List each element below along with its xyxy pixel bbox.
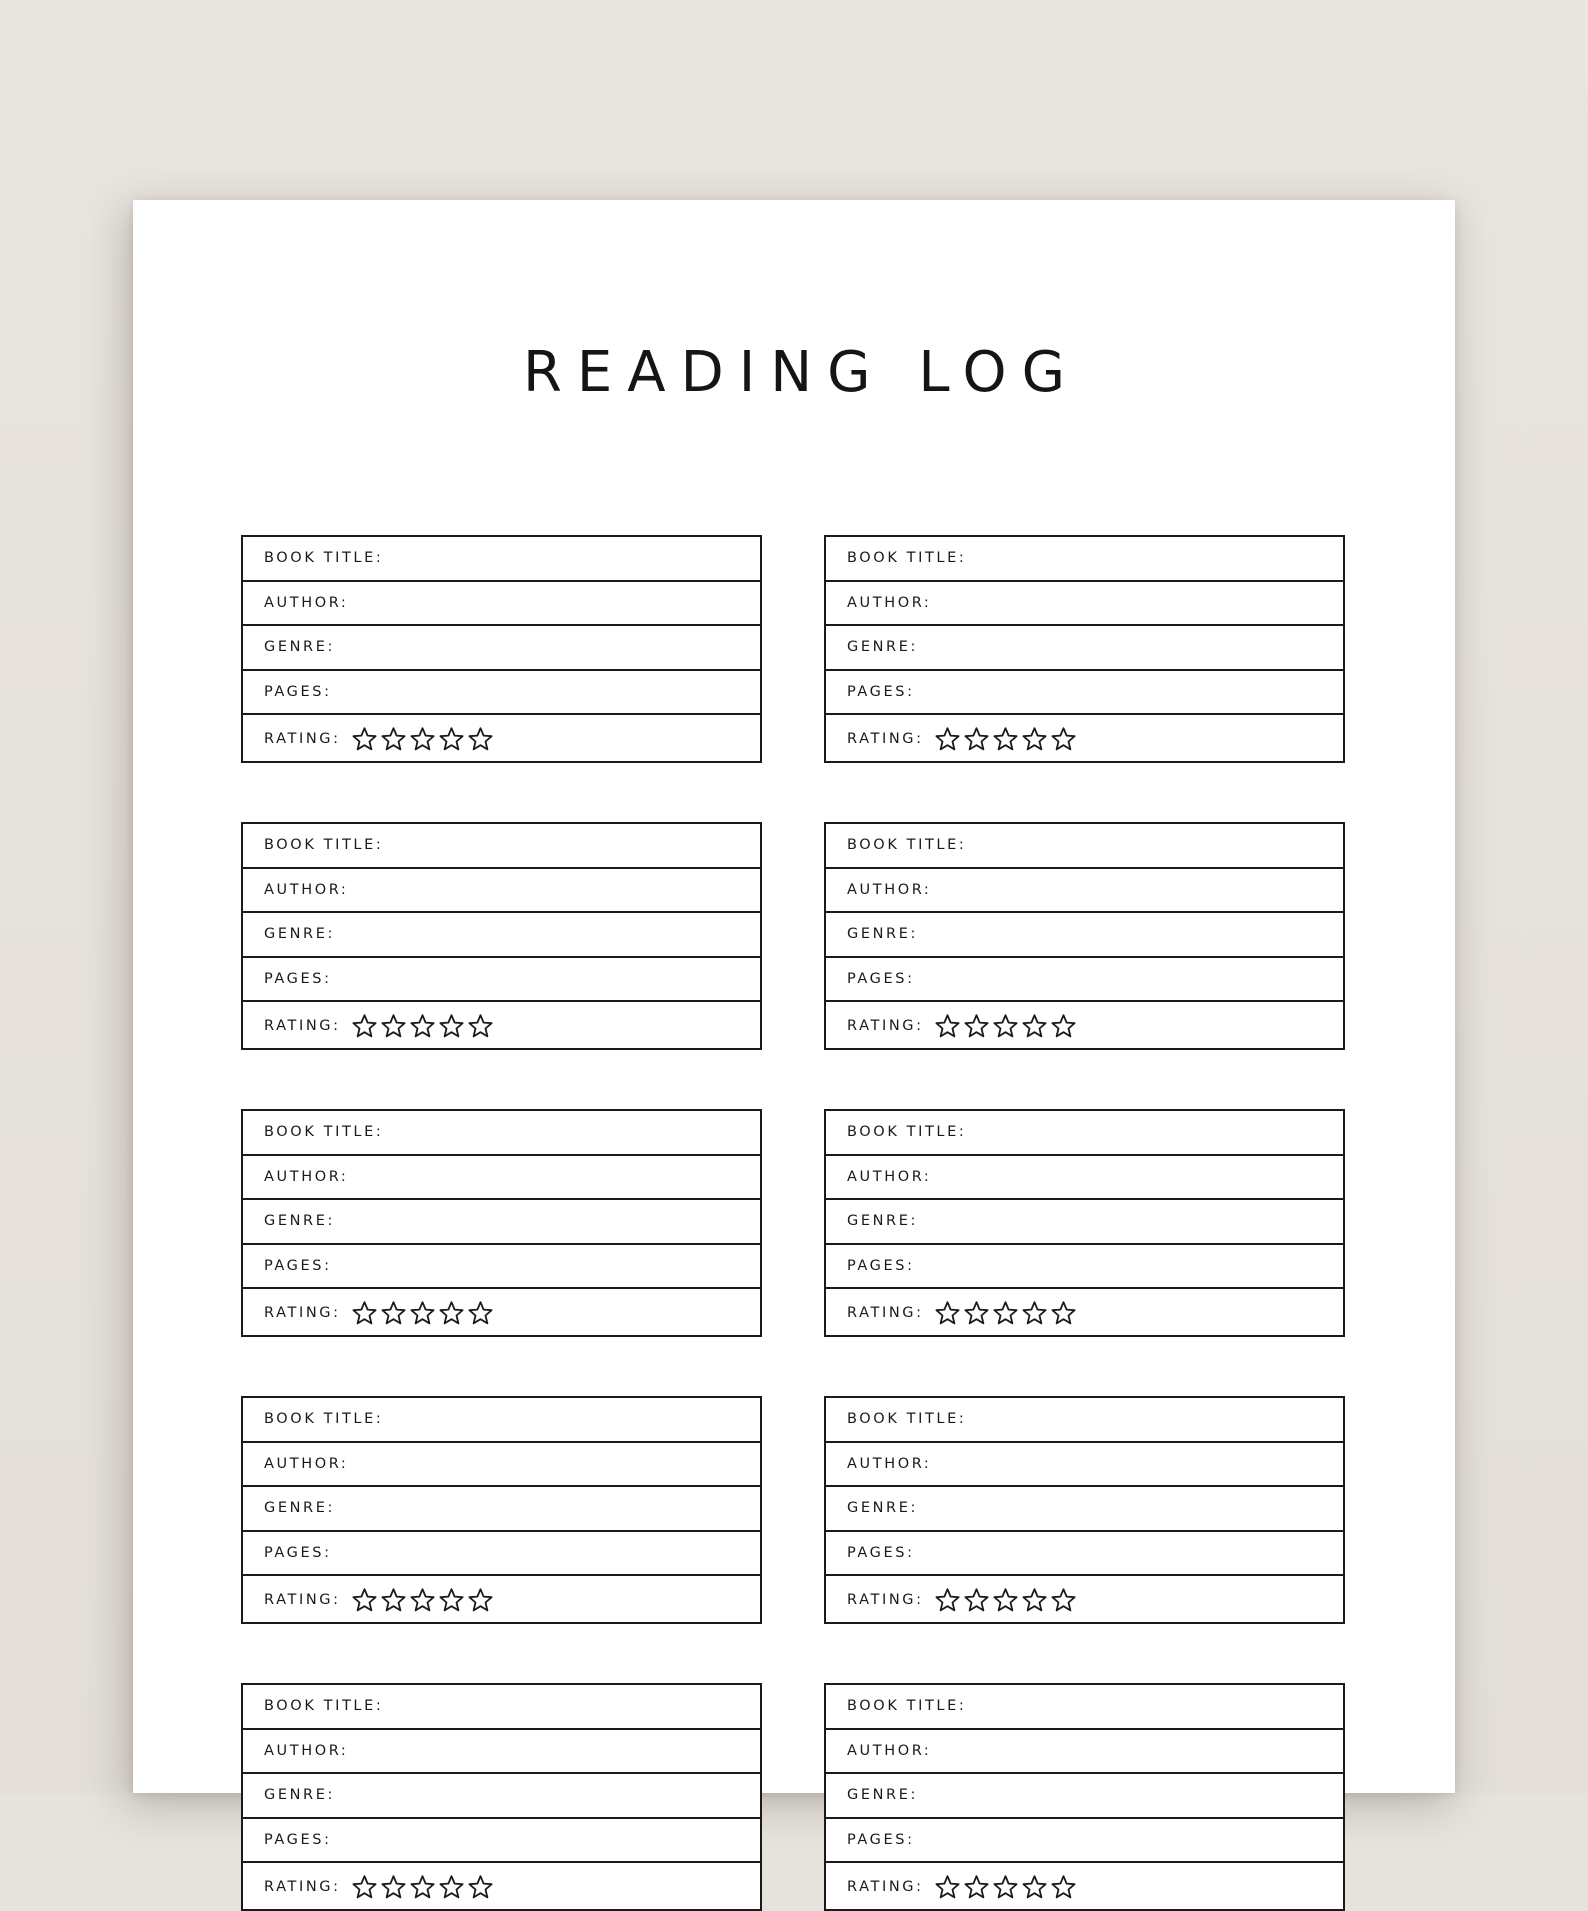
genre-label: GENRE:	[264, 1213, 335, 1230]
pages-label: PAGES:	[847, 1544, 915, 1561]
pages-field[interactable]	[243, 671, 760, 716]
star-outline-icon[interactable]	[934, 1587, 961, 1614]
rating-label: RATING:	[264, 1305, 341, 1321]
genre-field[interactable]	[243, 626, 760, 671]
star-outline-icon[interactable]	[351, 1300, 378, 1327]
log-entry-card	[824, 535, 1345, 763]
genre-label: GENRE:	[847, 1213, 918, 1230]
star-outline-icon[interactable]	[409, 1013, 436, 1040]
rating-field	[826, 1576, 1343, 1624]
genre-label: GENRE:	[264, 926, 335, 943]
rating-field	[243, 715, 760, 763]
pages-label: PAGES:	[264, 1257, 332, 1274]
book-title-label: BOOK TITLE:	[847, 837, 967, 854]
star-outline-icon[interactable]	[1021, 1013, 1048, 1040]
star-outline-icon[interactable]	[438, 1300, 465, 1327]
author-field[interactable]	[243, 1156, 760, 1201]
star-outline-icon[interactable]	[438, 1874, 465, 1901]
pages-label: PAGES:	[264, 1544, 332, 1561]
rating-label: RATING:	[264, 1879, 341, 1895]
author-field[interactable]	[243, 869, 760, 914]
star-outline-icon[interactable]	[467, 726, 494, 753]
star-outline-icon[interactable]	[963, 1874, 990, 1901]
star-outline-icon[interactable]	[963, 1587, 990, 1614]
author-field[interactable]	[826, 869, 1343, 914]
star-outline-icon[interactable]	[1050, 726, 1077, 753]
rating-stars	[934, 1874, 1077, 1901]
star-outline-icon[interactable]	[963, 726, 990, 753]
star-outline-icon[interactable]	[934, 1013, 961, 1040]
log-entry-card	[241, 1683, 762, 1911]
book-title-label: BOOK TITLE:	[264, 837, 384, 854]
pages-field[interactable]	[243, 1532, 760, 1577]
rating-field	[826, 715, 1343, 763]
rating-stars	[934, 1300, 1077, 1327]
star-outline-icon[interactable]	[467, 1013, 494, 1040]
pages-label: PAGES:	[264, 1831, 332, 1848]
star-outline-icon[interactable]	[467, 1874, 494, 1901]
rating-label: RATING:	[847, 731, 924, 747]
star-outline-icon[interactable]	[380, 1013, 407, 1040]
genre-label: GENRE:	[264, 639, 335, 656]
star-outline-icon[interactable]	[934, 726, 961, 753]
book-title-label: BOOK TITLE:	[847, 1698, 967, 1715]
star-outline-icon[interactable]	[992, 1013, 1019, 1040]
rating-label: RATING:	[264, 1018, 341, 1034]
genre-field[interactable]	[826, 1200, 1343, 1245]
log-entry-card	[824, 1683, 1345, 1911]
genre-field[interactable]	[826, 913, 1343, 958]
pages-field[interactable]	[826, 1819, 1343, 1864]
pages-label: PAGES:	[847, 683, 915, 700]
pages-field[interactable]	[243, 1245, 760, 1290]
book-title-label: BOOK TITLE:	[264, 1124, 384, 1141]
rating-label: RATING:	[847, 1305, 924, 1321]
author-label: AUTHOR:	[847, 1455, 932, 1472]
book-title-field[interactable]	[826, 537, 1343, 582]
rating-stars	[351, 1874, 494, 1901]
page-title: READING LOG	[523, 340, 1080, 405]
star-outline-icon[interactable]	[351, 1013, 378, 1040]
book-title-field[interactable]	[826, 1111, 1343, 1156]
star-outline-icon[interactable]	[1021, 1300, 1048, 1327]
pages-field[interactable]	[826, 1245, 1343, 1290]
author-field[interactable]	[243, 1730, 760, 1775]
author-label: AUTHOR:	[264, 1742, 349, 1759]
book-title-field[interactable]	[243, 824, 760, 869]
rating-label: RATING:	[264, 1592, 341, 1608]
pages-label: PAGES:	[847, 1257, 915, 1274]
book-title-label: BOOK TITLE:	[847, 550, 967, 567]
log-entry-card	[241, 535, 762, 763]
star-outline-icon[interactable]	[1050, 1874, 1077, 1901]
rating-stars	[351, 1013, 494, 1040]
rating-stars	[351, 1300, 494, 1327]
author-field[interactable]	[826, 582, 1343, 627]
star-outline-icon[interactable]	[380, 1874, 407, 1901]
genre-label: GENRE:	[847, 926, 918, 943]
rating-stars	[934, 1013, 1077, 1040]
book-title-label: BOOK TITLE:	[264, 550, 384, 567]
author-label: AUTHOR:	[264, 594, 349, 611]
book-title-field[interactable]	[243, 1398, 760, 1443]
star-outline-icon[interactable]	[409, 726, 436, 753]
book-title-field[interactable]	[243, 1111, 760, 1156]
star-outline-icon[interactable]	[409, 1587, 436, 1614]
log-entry-card	[241, 1109, 762, 1337]
rating-field	[243, 1002, 760, 1050]
star-outline-icon[interactable]	[438, 1587, 465, 1614]
star-outline-icon[interactable]	[467, 1587, 494, 1614]
pages-label: PAGES:	[264, 970, 332, 987]
genre-field[interactable]	[243, 1200, 760, 1245]
author-field[interactable]	[826, 1443, 1343, 1488]
author-label: AUTHOR:	[847, 594, 932, 611]
author-label: AUTHOR:	[847, 1168, 932, 1185]
star-outline-icon[interactable]	[380, 1300, 407, 1327]
author-field[interactable]	[826, 1730, 1343, 1775]
log-entry-card	[824, 822, 1345, 1050]
author-label: AUTHOR:	[264, 881, 349, 898]
log-entry-card	[241, 822, 762, 1050]
star-outline-icon[interactable]	[409, 1300, 436, 1327]
book-title-field[interactable]	[243, 1685, 760, 1730]
star-outline-icon[interactable]	[1050, 1300, 1077, 1327]
star-outline-icon[interactable]	[351, 726, 378, 753]
author-field[interactable]	[243, 582, 760, 627]
genre-field[interactable]	[243, 913, 760, 958]
reading-log-sheet	[133, 200, 1455, 1895]
pages-field[interactable]	[826, 671, 1343, 716]
author-field[interactable]	[826, 1156, 1343, 1201]
rating-field	[243, 1576, 760, 1624]
star-outline-icon[interactable]	[380, 726, 407, 753]
star-outline-icon[interactable]	[992, 1300, 1019, 1327]
genre-label: GENRE:	[847, 639, 918, 656]
rating-field	[826, 1289, 1343, 1337]
star-outline-icon[interactable]	[351, 1587, 378, 1614]
author-label: AUTHOR:	[847, 1742, 932, 1759]
star-outline-icon[interactable]	[963, 1300, 990, 1327]
rating-stars	[934, 726, 1077, 753]
rating-stars	[351, 726, 494, 753]
book-title-field[interactable]	[243, 537, 760, 582]
star-outline-icon[interactable]	[992, 1587, 1019, 1614]
author-label: AUTHOR:	[847, 881, 932, 898]
pages-field[interactable]	[243, 1819, 760, 1864]
genre-field[interactable]	[243, 1487, 760, 1532]
star-outline-icon[interactable]	[963, 1013, 990, 1040]
star-outline-icon[interactable]	[1050, 1013, 1077, 1040]
author-label: AUTHOR:	[264, 1168, 349, 1185]
pages-field[interactable]	[826, 958, 1343, 1003]
genre-label: GENRE:	[264, 1787, 335, 1804]
star-outline-icon[interactable]	[1021, 726, 1048, 753]
book-title-field[interactable]	[826, 824, 1343, 869]
book-title-field[interactable]	[826, 1685, 1343, 1730]
genre-field[interactable]	[826, 626, 1343, 671]
book-title-label: BOOK TITLE:	[847, 1411, 967, 1428]
star-outline-icon[interactable]	[438, 726, 465, 753]
star-outline-icon[interactable]	[467, 1300, 494, 1327]
log-entry-card	[241, 1396, 762, 1624]
author-field[interactable]	[243, 1443, 760, 1488]
rating-label: RATING:	[847, 1018, 924, 1034]
rating-label: RATING:	[847, 1592, 924, 1608]
rating-label: RATING:	[264, 731, 341, 747]
pages-label: PAGES:	[847, 1831, 915, 1848]
log-entry-card	[824, 1396, 1345, 1624]
star-outline-icon[interactable]	[992, 1874, 1019, 1901]
author-label: AUTHOR:	[264, 1455, 349, 1472]
book-title-label: BOOK TITLE:	[264, 1411, 384, 1428]
rating-stars	[934, 1587, 1077, 1614]
star-outline-icon[interactable]	[1050, 1587, 1077, 1614]
rating-field	[243, 1863, 760, 1911]
genre-field[interactable]	[826, 1774, 1343, 1819]
star-outline-icon[interactable]	[438, 1013, 465, 1040]
book-title-label: BOOK TITLE:	[847, 1124, 967, 1141]
star-outline-icon[interactable]	[409, 1874, 436, 1901]
genre-label: GENRE:	[264, 1500, 335, 1517]
star-outline-icon[interactable]	[1021, 1874, 1048, 1901]
genre-label: GENRE:	[847, 1500, 918, 1517]
rating-label: RATING:	[847, 1879, 924, 1895]
rating-field	[826, 1863, 1343, 1911]
star-outline-icon[interactable]	[934, 1874, 961, 1901]
book-title-label: BOOK TITLE:	[264, 1698, 384, 1715]
genre-field[interactable]	[243, 1774, 760, 1819]
star-outline-icon[interactable]	[380, 1587, 407, 1614]
rating-field	[243, 1289, 760, 1337]
genre-label: GENRE:	[847, 1787, 918, 1804]
star-outline-icon[interactable]	[934, 1300, 961, 1327]
log-entry-card	[824, 1109, 1345, 1337]
book-title-field[interactable]	[826, 1398, 1343, 1443]
pages-label: PAGES:	[264, 683, 332, 700]
pages-field[interactable]	[243, 958, 760, 1003]
star-outline-icon[interactable]	[992, 726, 1019, 753]
star-outline-icon[interactable]	[1021, 1587, 1048, 1614]
rating-field	[826, 1002, 1343, 1050]
star-outline-icon[interactable]	[351, 1874, 378, 1901]
pages-field[interactable]	[826, 1532, 1343, 1577]
pages-label: PAGES:	[847, 970, 915, 987]
rating-stars	[351, 1587, 494, 1614]
genre-field[interactable]	[826, 1487, 1343, 1532]
